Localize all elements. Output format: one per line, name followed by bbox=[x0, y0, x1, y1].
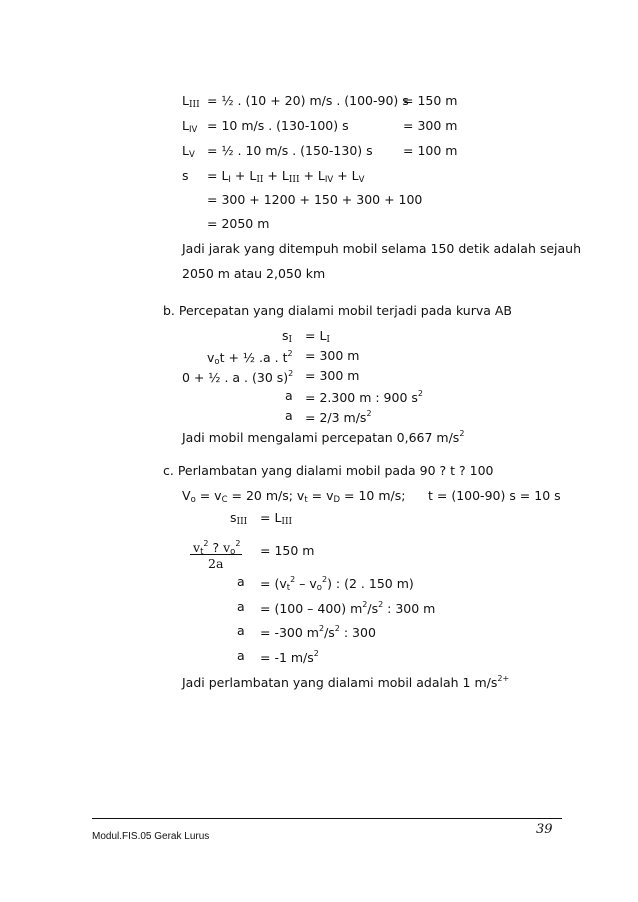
b-row2-left: $v_ot$ + ½ .a . $t^2$ bbox=[207, 349, 293, 367]
l3-label: LIII bbox=[182, 93, 200, 110]
footer-module-title: Modul.FIS.05 Gerak Lurus bbox=[92, 831, 210, 842]
part-c-heading: c. Perlambatan yang dialami mobil pada 90 ? t ? 100 bbox=[163, 463, 494, 478]
c-fraction-denominator: 2a bbox=[208, 556, 224, 571]
sum-total: = 2050 m bbox=[207, 216, 270, 231]
page-number: 39 bbox=[536, 822, 553, 837]
c-given-velocities: $V_o = v_C = 20$ m/s; $v_t = v_D = 10$ m/s; bbox=[182, 488, 406, 505]
footer-rule bbox=[92, 818, 562, 819]
conclusion-distance-line1: Jadi jarak yang ditempuh mobil selama 150 detik adalah sejauh bbox=[182, 241, 582, 256]
sum-values: = 300 + 1200 + 150 + 300 + 100 bbox=[207, 192, 423, 207]
c-row4-eq: = (100 – 400) $m^2/s^2$ : 300 m bbox=[260, 600, 436, 616]
l3-equation: = ½ . (10 + 20) m/s . (100-90) s bbox=[207, 93, 409, 108]
b-row5-left: a bbox=[285, 408, 293, 423]
c-given-time: t = (100-90) s = 10 s bbox=[428, 488, 561, 503]
b-row5-eq: = 2/3 $m/s^2$ bbox=[305, 409, 372, 425]
c-row3-eq: = $(v_t^2 - v_o^2)$ : (2 . 150 m) bbox=[260, 575, 414, 593]
l5-result: = 100 m bbox=[403, 143, 458, 158]
conclusion-distance-line2: 2050 m atau 2,050 km bbox=[182, 266, 326, 281]
l4-equation: = 10 m/s . (130-100) s bbox=[207, 118, 349, 133]
c-row1-left: sIII bbox=[230, 510, 248, 527]
c-row5-eq: = -300 $m^2/s^2$ : 300 bbox=[260, 624, 376, 640]
c-fraction-bar bbox=[190, 554, 242, 555]
l4-result: = 300 m bbox=[403, 118, 458, 133]
b-row4-left: a bbox=[285, 388, 293, 403]
c-conclusion: Jadi perlambatan yang dialami mobil adalah 1 $m/s^{2+}$ bbox=[182, 674, 510, 690]
c-fraction-numerator: $v_t^2$ ? $v_o^2$ bbox=[193, 539, 241, 557]
b-row3-eq: = 300 m bbox=[305, 368, 360, 383]
b-row1-left: sI bbox=[282, 328, 293, 345]
l3-result: = 150 m bbox=[403, 93, 458, 108]
c-row6-eq: = -1 $m/s^2$ bbox=[260, 649, 319, 665]
part-b-heading: b. Percepatan yang dialami mobil terjadi pada kurva AB bbox=[163, 303, 513, 318]
l4-label: $L_{IV}$ bbox=[182, 118, 198, 135]
s-sum-expression: = $L_I$ + LII + LIII + $L_{IV} + L_V$ bbox=[207, 168, 365, 185]
b-row4-eq: = 2.300 m : 900 $s^2$ bbox=[305, 389, 423, 405]
c-row4-left: a bbox=[237, 599, 245, 614]
l5-label: $L_V$ bbox=[182, 143, 195, 160]
b-conclusion: Jadi mobil mengalami percepatan 0,667 $m/s^2$ bbox=[182, 429, 465, 445]
b-row1-eq: = LI bbox=[305, 328, 330, 345]
c-row3-left: a bbox=[237, 574, 245, 589]
c-row1-eq: = LIII bbox=[260, 510, 293, 527]
c-row6-left: a bbox=[237, 648, 245, 663]
l5-equation: = ½ . 10 m/s . (150-130) s bbox=[207, 143, 373, 158]
c-fraction-eq: = 150 m bbox=[260, 543, 315, 558]
b-row3-left: 0 + ½ . a . (30 s)$^2$ bbox=[182, 369, 294, 385]
b-row2-eq: = 300 m bbox=[305, 348, 360, 363]
c-row5-left: a bbox=[237, 623, 245, 638]
s-label: s bbox=[182, 168, 189, 183]
